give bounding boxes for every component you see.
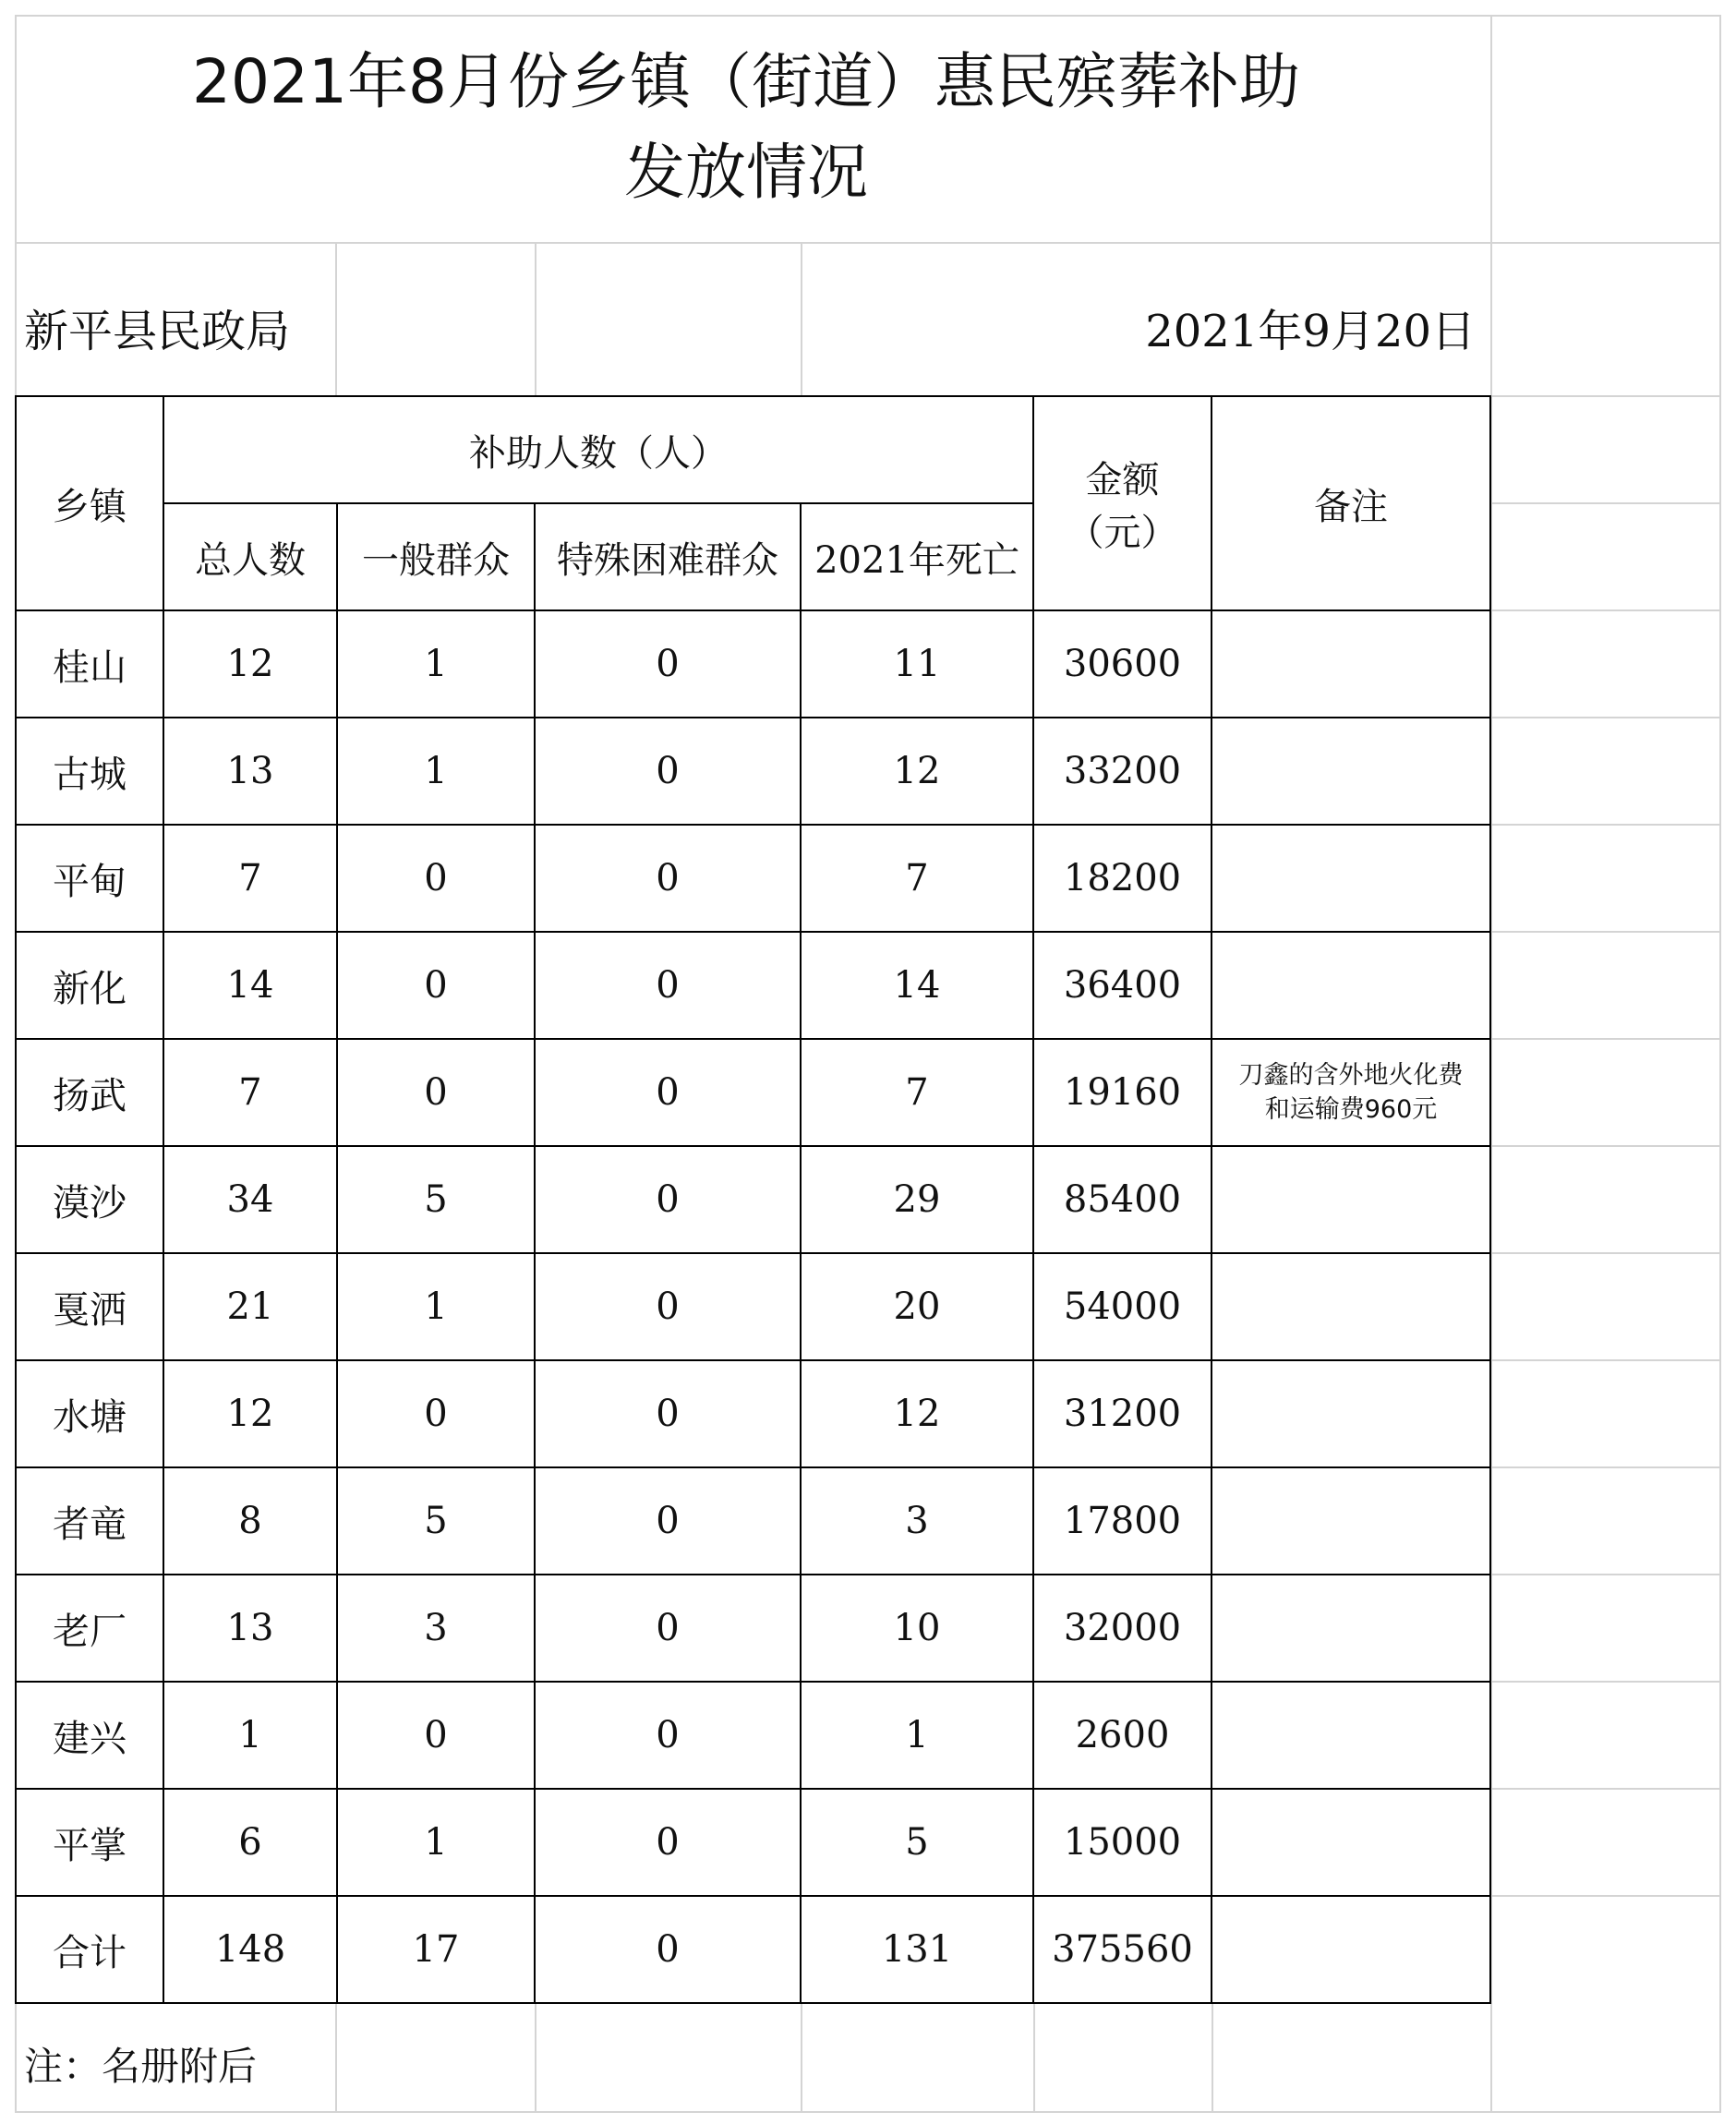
document-title xyxy=(17,37,1476,218)
table-row xyxy=(16,610,1490,718)
amount-cell: 85400 xyxy=(1033,1146,1212,1253)
total-cell: 8 xyxy=(163,1467,337,1575)
general-cell: 5 xyxy=(337,1467,535,1575)
special-cell: 0 xyxy=(535,1467,801,1575)
gridline xyxy=(1490,1252,1721,1254)
total-cell: 1 xyxy=(163,1682,337,1789)
remark-cell xyxy=(1212,1896,1490,2003)
gridline xyxy=(1490,502,1721,504)
total-cell: 13 xyxy=(163,718,337,825)
gridline xyxy=(1490,931,1721,933)
amount-cell: 32000 xyxy=(1033,1575,1212,1682)
title-line-2: 发放情况 xyxy=(624,137,868,208)
special-cell: 0 xyxy=(535,1253,801,1360)
remark-cell xyxy=(1212,1039,1490,1146)
total-cell: 7 xyxy=(163,825,337,932)
general-cell: 1 xyxy=(337,1253,535,1360)
table-body xyxy=(16,610,1490,2003)
remark-cell xyxy=(1212,932,1490,1039)
table-row xyxy=(16,1146,1490,1253)
remark-line: 和运输费960元 xyxy=(1264,1095,1438,1124)
gridline xyxy=(801,2004,802,2113)
special-cell: 0 xyxy=(535,1682,801,1789)
township-cell: 漠沙 xyxy=(16,1146,163,1253)
died-cell: 12 xyxy=(801,1360,1033,1467)
header-subsidy-group: 补助人数（人） xyxy=(163,396,1033,503)
special-cell: 0 xyxy=(535,932,801,1039)
special-cell: 0 xyxy=(535,1146,801,1253)
total-cell: 12 xyxy=(163,1360,337,1467)
subsidy-table xyxy=(15,395,1491,2004)
general-cell: 1 xyxy=(337,1789,535,1896)
general-cell: 1 xyxy=(337,718,535,825)
died-cell: 131 xyxy=(801,1896,1033,2003)
gridline xyxy=(335,2004,337,2113)
amount-cell: 17800 xyxy=(1033,1467,1212,1575)
total-cell: 12 xyxy=(163,610,337,718)
township-cell: 新化 xyxy=(16,932,163,1039)
table-row xyxy=(16,825,1490,932)
general-cell: 0 xyxy=(337,1682,535,1789)
header-amount xyxy=(1033,396,1212,610)
amount-cell: 30600 xyxy=(1033,610,1212,718)
amount-cell: 2600 xyxy=(1033,1682,1212,1789)
gridline xyxy=(1719,15,1721,2113)
header-special: 特殊困难群众 xyxy=(535,503,801,610)
amount-cell: 54000 xyxy=(1033,1253,1212,1360)
gridline xyxy=(1490,395,1721,397)
title-line-1: 2021年8月份乡镇（街道）惠民殡葬补助 xyxy=(192,46,1300,117)
township-cell: 扬武 xyxy=(16,1039,163,1146)
table-row xyxy=(16,1253,1490,1360)
general-cell: 0 xyxy=(337,1039,535,1146)
general-cell: 0 xyxy=(337,932,535,1039)
died-cell: 5 xyxy=(801,1789,1033,1896)
gridline xyxy=(1490,1145,1721,1147)
total-cell: 14 xyxy=(163,932,337,1039)
gridline xyxy=(1212,2004,1213,2113)
total-cell: 6 xyxy=(163,1789,337,1896)
table-row xyxy=(16,1896,1490,2003)
died-cell: 11 xyxy=(801,610,1033,718)
footer-note: 注：名册附后 xyxy=(24,2044,258,2089)
header-died-2021: 2021年死亡 xyxy=(801,503,1033,610)
total-cell: 7 xyxy=(163,1039,337,1146)
gridline xyxy=(1490,1788,1721,1790)
special-cell: 0 xyxy=(535,1896,801,2003)
amount-cell: 15000 xyxy=(1033,1789,1212,1896)
amount-cell: 31200 xyxy=(1033,1360,1212,1467)
gridline xyxy=(1490,717,1721,718)
special-cell: 0 xyxy=(535,1039,801,1146)
gridline xyxy=(535,2004,536,2113)
header-general: 一般群众 xyxy=(337,503,535,610)
amount-cell: 375560 xyxy=(1033,1896,1212,2003)
gridline xyxy=(535,242,536,395)
township-cell: 建兴 xyxy=(16,1682,163,1789)
general-cell: 1 xyxy=(337,610,535,718)
township-cell: 桂山 xyxy=(16,610,163,718)
general-cell: 17 xyxy=(337,1896,535,2003)
special-cell: 0 xyxy=(535,825,801,932)
gridline xyxy=(1033,2004,1035,2113)
table-row xyxy=(16,1467,1490,1575)
table-row xyxy=(16,1039,1490,1146)
township-cell: 合计 xyxy=(16,1896,163,2003)
special-cell: 0 xyxy=(535,1575,801,1682)
general-cell: 0 xyxy=(337,825,535,932)
died-cell: 20 xyxy=(801,1253,1033,1360)
amount-cell: 36400 xyxy=(1033,932,1212,1039)
township-cell: 水塘 xyxy=(16,1360,163,1467)
amount-cell: 18200 xyxy=(1033,825,1212,932)
gridline xyxy=(1490,1466,1721,1468)
gridline xyxy=(1490,1574,1721,1575)
township-cell: 平掌 xyxy=(16,1789,163,1896)
header-amount-line2: （元） xyxy=(1067,512,1178,554)
gridline xyxy=(1490,824,1721,826)
special-cell: 0 xyxy=(535,1789,801,1896)
township-cell: 者竜 xyxy=(16,1467,163,1575)
header-total: 总人数 xyxy=(163,503,337,610)
header-remark: 备注 xyxy=(1212,396,1490,610)
header-amount-line1: 金额 xyxy=(1085,459,1160,501)
table-row xyxy=(16,1682,1490,1789)
remark-cell xyxy=(1212,825,1490,932)
died-cell: 29 xyxy=(801,1146,1033,1253)
remark-cell xyxy=(1212,1146,1490,1253)
died-cell: 12 xyxy=(801,718,1033,825)
special-cell: 0 xyxy=(535,1360,801,1467)
died-cell: 7 xyxy=(801,825,1033,932)
total-cell: 13 xyxy=(163,1575,337,1682)
remark-cell xyxy=(1212,1253,1490,1360)
remark-cell xyxy=(1212,1682,1490,1789)
table-row xyxy=(16,1360,1490,1467)
issuer: 新平县民政局 xyxy=(24,306,291,357)
gridline xyxy=(15,15,1721,17)
remark-cell xyxy=(1212,1360,1490,1467)
remark-cell xyxy=(1212,610,1490,718)
amount-cell: 19160 xyxy=(1033,1039,1212,1146)
total-cell: 34 xyxy=(163,1146,337,1253)
table-row xyxy=(16,932,1490,1039)
table-row xyxy=(16,1575,1490,1682)
amount-cell: 33200 xyxy=(1033,718,1212,825)
remark-line: 刀鑫的含外地火化费 xyxy=(1238,1061,1464,1090)
general-cell: 5 xyxy=(337,1146,535,1253)
total-cell: 148 xyxy=(163,1896,337,2003)
gridline xyxy=(335,242,337,395)
died-cell: 1 xyxy=(801,1682,1033,1789)
gridline xyxy=(15,2111,1721,2113)
gridline xyxy=(1490,1038,1721,1040)
died-cell: 14 xyxy=(801,932,1033,1039)
remark-cell xyxy=(1212,718,1490,825)
township-cell: 戛洒 xyxy=(16,1253,163,1360)
died-cell: 3 xyxy=(801,1467,1033,1575)
special-cell: 0 xyxy=(535,610,801,718)
township-cell: 老厂 xyxy=(16,1575,163,1682)
header-township: 乡镇 xyxy=(16,396,163,610)
table-row xyxy=(16,1789,1490,1896)
gridline xyxy=(1490,609,1721,611)
gridline xyxy=(15,242,1721,244)
gridline xyxy=(1490,1895,1721,1897)
table-row xyxy=(16,718,1490,825)
gridline xyxy=(801,242,802,395)
general-cell: 0 xyxy=(337,1360,535,1467)
issue-date: 2021年9月20日 xyxy=(1145,306,1476,357)
special-cell: 0 xyxy=(535,718,801,825)
gridline xyxy=(1490,1359,1721,1361)
gridline xyxy=(1490,1681,1721,1683)
died-cell: 7 xyxy=(801,1039,1033,1146)
total-cell: 21 xyxy=(163,1253,337,1360)
township-cell: 平甸 xyxy=(16,825,163,932)
general-cell: 3 xyxy=(337,1575,535,1682)
remark-cell xyxy=(1212,1575,1490,1682)
township-cell: 古城 xyxy=(16,718,163,825)
died-cell: 10 xyxy=(801,1575,1033,1682)
remark-cell xyxy=(1212,1789,1490,1896)
remark-cell xyxy=(1212,1467,1490,1575)
